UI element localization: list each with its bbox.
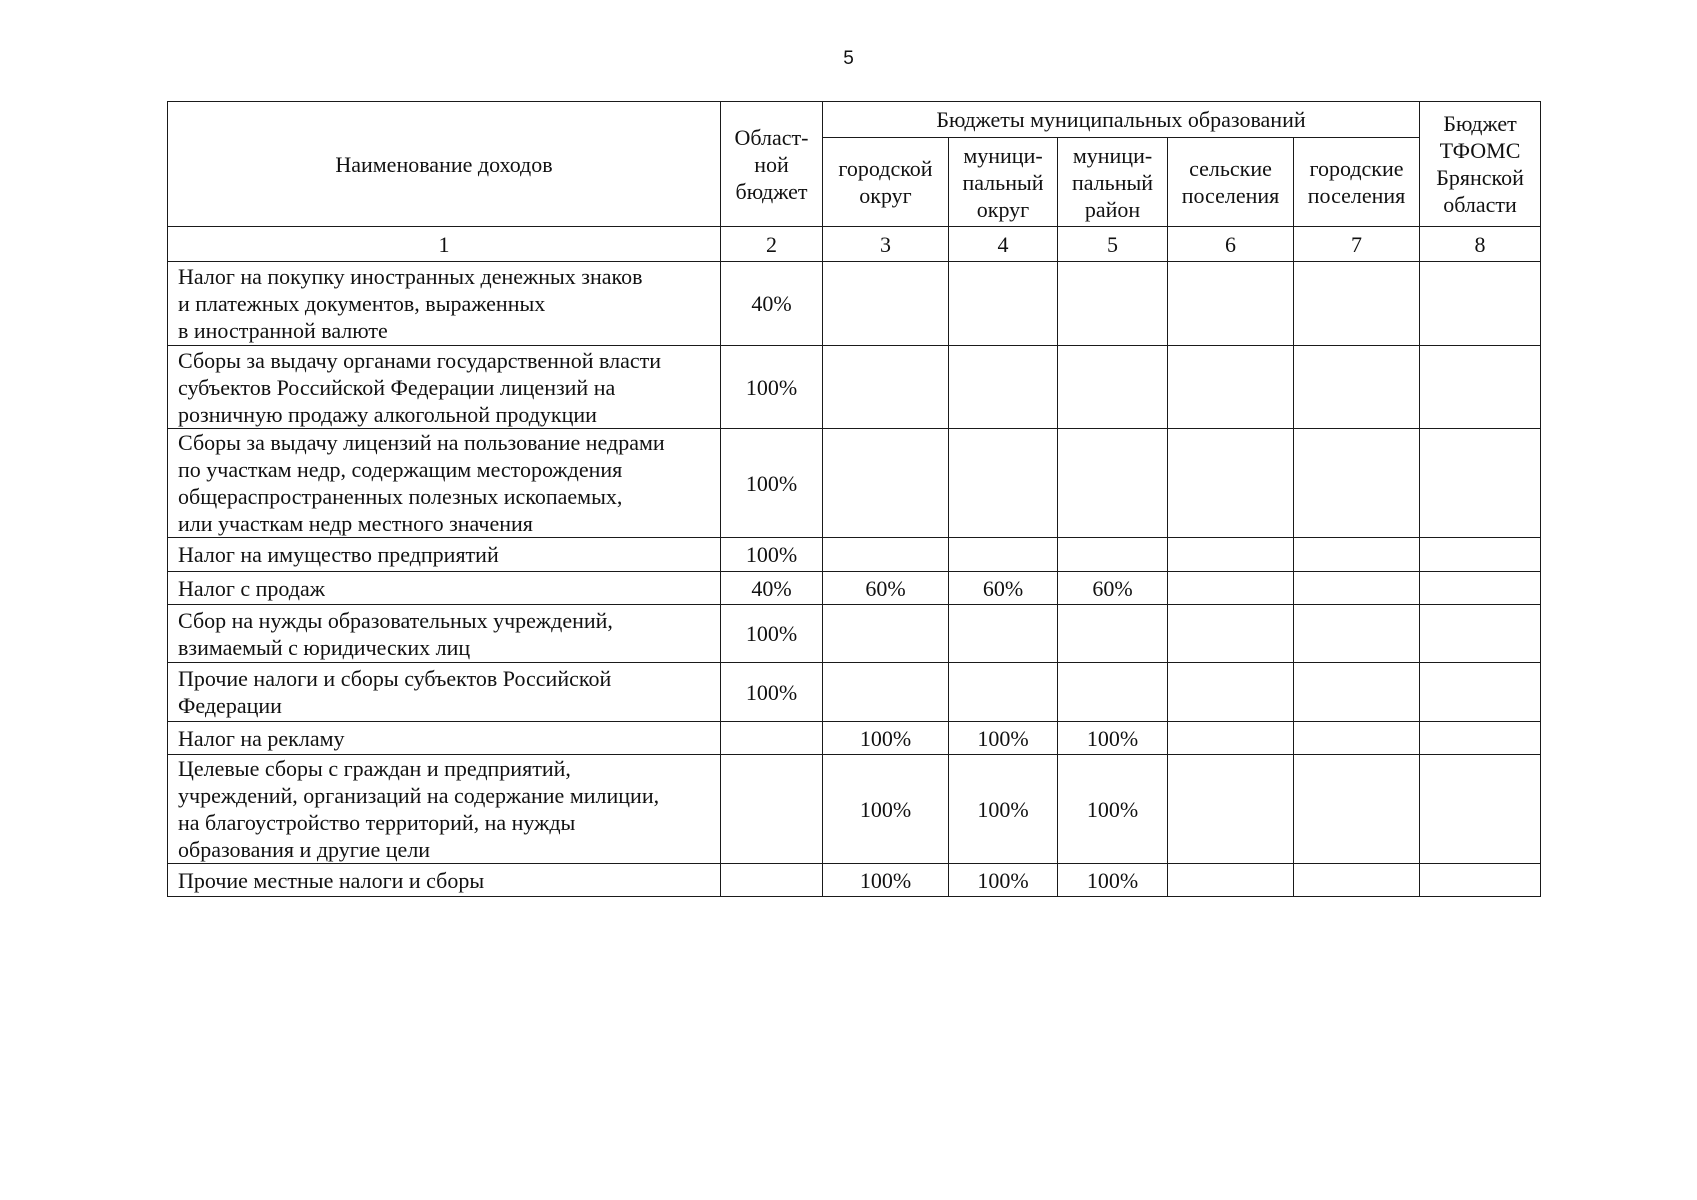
table-row: [168, 538, 1541, 572]
share-cell: [1420, 864, 1541, 897]
share-cell: [1420, 722, 1541, 755]
share-cell: [1058, 605, 1168, 663]
share-cell: [1294, 605, 1420, 663]
income-name-cell: Налог на покупку иностранных денежных знаков и платежных документов, выраженных в иностранной валюте: [168, 262, 721, 346]
income-distribution-table: [167, 101, 1541, 897]
share-cell: 60%: [949, 572, 1058, 605]
share-cell: [1294, 538, 1420, 572]
share-cell: [949, 429, 1058, 538]
share-cell: [823, 663, 949, 722]
income-name-cell: Сбор на нужды образовательных учреждений, взимаемый с юридических лиц: [168, 605, 721, 663]
share-cell: [1058, 262, 1168, 346]
table-row: [168, 262, 1541, 346]
share-cell: [721, 864, 823, 897]
share-cell: [1058, 346, 1168, 429]
table-row: [168, 429, 1541, 538]
share-cell: 100%: [721, 346, 823, 429]
share-cell: [949, 538, 1058, 572]
table-row: [168, 346, 1541, 429]
income-name-cell: Прочие налоги и сборы субъектов Российской Федерации: [168, 663, 721, 722]
table-row: [168, 755, 1541, 864]
share-cell: [1168, 864, 1294, 897]
table-row: [168, 605, 1541, 663]
share-cell: 100%: [721, 429, 823, 538]
share-cell: [1058, 538, 1168, 572]
share-cell: 100%: [1058, 722, 1168, 755]
share-cell: [1420, 572, 1541, 605]
share-cell: [721, 755, 823, 864]
share-cell: [1294, 262, 1420, 346]
income-name-cell: Сборы за выдачу лицензий на пользование недрами по участкам недр, содержащим месторождения общераспространенных полезных ископаемых, или участкам недр местного значения: [168, 429, 721, 538]
share-cell: 100%: [823, 864, 949, 897]
share-cell: [1420, 605, 1541, 663]
share-cell: [1294, 864, 1420, 897]
share-cell: 60%: [823, 572, 949, 605]
share-cell: [949, 346, 1058, 429]
share-cell: 100%: [823, 755, 949, 864]
page-number: 5: [843, 48, 854, 69]
share-cell: 100%: [949, 755, 1058, 864]
header-municipal-budgets: Бюджеты муниципальных образований: [823, 102, 1420, 138]
share-cell: 100%: [721, 538, 823, 572]
share-cell: [1294, 755, 1420, 864]
income-name-cell: Сборы за выдачу органами государственной власти субъектов Российской Федерации лицензий на розничную продажу алкогольной продукции: [168, 346, 721, 429]
share-cell: [1168, 755, 1294, 864]
share-cell: [1420, 755, 1541, 864]
table-row: [168, 722, 1541, 755]
share-cell: [1420, 429, 1541, 538]
share-cell: 100%: [721, 605, 823, 663]
share-cell: 100%: [1058, 864, 1168, 897]
column-number: 8: [1420, 227, 1541, 262]
share-cell: [1168, 572, 1294, 605]
share-cell: [1168, 429, 1294, 538]
share-cell: [1294, 663, 1420, 722]
share-cell: 40%: [721, 262, 823, 346]
table-row: [168, 864, 1541, 897]
share-cell: [1420, 663, 1541, 722]
column-number: 5: [1058, 227, 1168, 262]
share-cell: 100%: [949, 864, 1058, 897]
header-urban-settlements: городские поселения: [1294, 138, 1420, 227]
share-cell: 100%: [1058, 755, 1168, 864]
column-number: 3: [823, 227, 949, 262]
share-cell: [1294, 429, 1420, 538]
column-number: 2: [721, 227, 823, 262]
share-cell: [1420, 346, 1541, 429]
header-regional-budget: Област- ной бюджет: [721, 102, 823, 227]
share-cell: [1294, 346, 1420, 429]
share-cell: [1168, 262, 1294, 346]
share-cell: [1420, 262, 1541, 346]
header-municipal-district: муници- пальный округ: [949, 138, 1058, 227]
income-name-cell: Налог на рекламу: [168, 722, 721, 755]
share-cell: [1168, 663, 1294, 722]
income-name-cell: Налог с продаж: [168, 572, 721, 605]
share-cell: [1168, 605, 1294, 663]
header-income-name: Наименование доходов: [168, 102, 721, 227]
table-row: [168, 663, 1541, 722]
income-name-cell: Прочие местные налоги и сборы: [168, 864, 721, 897]
share-cell: [823, 429, 949, 538]
header-tfoms-budget: Бюджет ТФОМС Брянской области: [1420, 102, 1541, 227]
share-cell: [823, 262, 949, 346]
income-name-cell: Целевые сборы с граждан и предприятий, учреждений, организаций на содержание милиции, на благоустройство территорий, на нужды образования и другие цели: [168, 755, 721, 864]
share-cell: [1420, 538, 1541, 572]
share-cell: 100%: [823, 722, 949, 755]
share-cell: [949, 663, 1058, 722]
share-cell: [721, 722, 823, 755]
table-row: [168, 572, 1541, 605]
share-cell: 100%: [949, 722, 1058, 755]
share-cell: 100%: [721, 663, 823, 722]
share-cell: [823, 605, 949, 663]
share-cell: [1168, 538, 1294, 572]
header-municipal-region: муници- пальный район: [1058, 138, 1168, 227]
share-cell: [823, 538, 949, 572]
header-urban-district: городской округ: [823, 138, 949, 227]
share-cell: [1294, 722, 1420, 755]
share-cell: [949, 605, 1058, 663]
share-cell: [1058, 429, 1168, 538]
share-cell: [823, 346, 949, 429]
column-number: 7: [1294, 227, 1420, 262]
share-cell: [1058, 663, 1168, 722]
share-cell: [1168, 346, 1294, 429]
income-name-cell: Налог на имущество предприятий: [168, 538, 721, 572]
share-cell: 60%: [1058, 572, 1168, 605]
share-cell: [1294, 572, 1420, 605]
column-number: 1: [168, 227, 721, 262]
column-number: 6: [1168, 227, 1294, 262]
header-rural-settlements: сельские поселения: [1168, 138, 1294, 227]
share-cell: [949, 262, 1058, 346]
share-cell: 40%: [721, 572, 823, 605]
share-cell: [1168, 722, 1294, 755]
column-number: 4: [949, 227, 1058, 262]
